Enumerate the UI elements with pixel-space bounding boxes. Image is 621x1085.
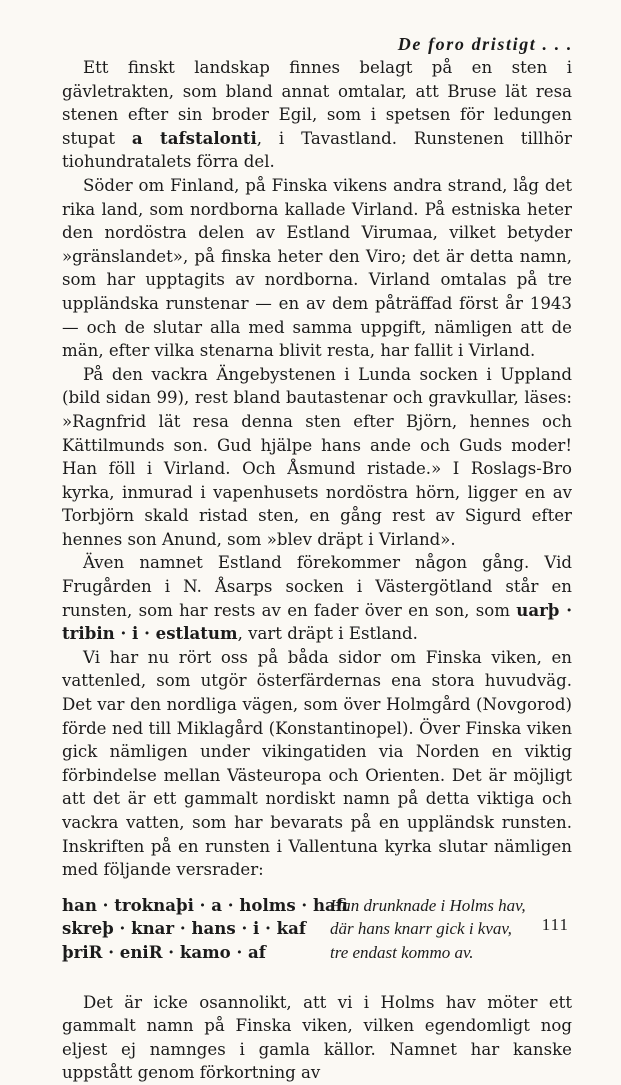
paragraph-4-text-b: , vart dräpt i Estland.: [237, 624, 418, 644]
runic-line-3: þriR · eniR · kamo · af: [62, 941, 266, 962]
paragraph-1: [62, 56, 572, 174]
paragraph-1-text-a: Ett finskt landskap finnes belagt på en sten i gävletrakten, som bland annat omtalar, att Bruse lät resa stenen efter sin broder Egil, som i spetsen för ledungen stupat: [62, 58, 572, 148]
translation-line-3: tre endast kommo av.: [330, 942, 474, 962]
paragraph-3: På den vackra Ängebystenen i Lunda socken i Uppland (bild sidan 99), rest bland bautastenar och gravkullar, läses: »Ragnfrid lät resa denna sten efter Björn, hennes och Kättilmunds son. Gud hjälpe hans ande och Guds moder! Han föll i Virland. Och Åsmund ristade.» I Roslags-Bro kyrka, inmurad i vapenhusets nordöstra hörn, ligger en av Torbjörn skald ristad sten, en gång rest av Sigurd efter hennes son Anund, som »blev dräpt i Virland».: [62, 364, 572, 549]
paragraph-2: Söder om Finland, på Finska vikens andra strand, låg det rika land, som nordborna kallade Virland. På estniska heter den nordöstra delen av Estland Virumaa, vilket betyder »gränslandet», på finska heter den Viro; det är detta namn, som har upptagits av nordborna. Virland omtalas på tre uppländska runstenar — en av dem påträffad först år 1943 — och de slutar alla med samma uppgift, nämligen att de män, efter vilka stenarna blivit resta, har fallit i Virland.: [62, 175, 572, 361]
paragraph-5: Vi har nu rört oss på båda sidor om Finska viken, en vattenled, som utgör österfärdernas ena stora huvudväg. Det var den nordliga vägen, som över Holmgård (Novgorod) förde ned till Miklagård (Konstantinopel). Över Finska viken gick nämligen under vikingatiden via Norden en viktig förbindelse mellan Västeuropa och Orienten. Det är möjligt att det är ett gammalt nordiskt namn på detta viktiga och vackra vatten, som har bevarats på en uppländsk runsten. Inskriften på en runsten i Vallentuna kyrka slutar nämligen med följande versrader:: [62, 647, 572, 880]
runic-line-2: skreþ · knar · hans · i · kaf: [62, 918, 307, 939]
body-text: [62, 56, 572, 1085]
paragraph-1-text-b: , i Tavastland. Runstenen tillhör tiohundratalets förra del.: [62, 128, 572, 172]
verse-translation: [330, 894, 526, 965]
paragraph-4: [62, 551, 572, 645]
runic-line-1: han · troknaþi · a · holms · hafi: [62, 894, 348, 915]
translation-line-2: där hans knarr gick i kvav,: [330, 919, 512, 939]
runic-verse: [62, 894, 348, 965]
paragraph-1-runic-phrase: a tafstalonti: [131, 127, 257, 148]
page-number: 111: [541, 915, 569, 934]
running-header: De foro dristigt . . .: [397, 34, 573, 54]
translation-line-1: Han drunknade i Holms hav,: [330, 895, 526, 915]
paragraph-4-runic-phrase: uarþ · tribin · i · estlatum: [62, 599, 572, 644]
closing-paragraph: Det är icke osannolikt, att vi i Holms hav möter ett gammalt namn på Finska viken, vilken egendomligt nog eljest ej namnges i gamla källor. Namnet har kanske uppstått genom förkortning av: [62, 992, 572, 1083]
paragraph-4-text-a: Även namnet Estland förekommer någon gång. Vid Frugården i N. Åsarps socken i Västergötland står en runsten, som har rests av en fader över en son, som: [62, 553, 572, 620]
verse-block: [62, 894, 572, 965]
